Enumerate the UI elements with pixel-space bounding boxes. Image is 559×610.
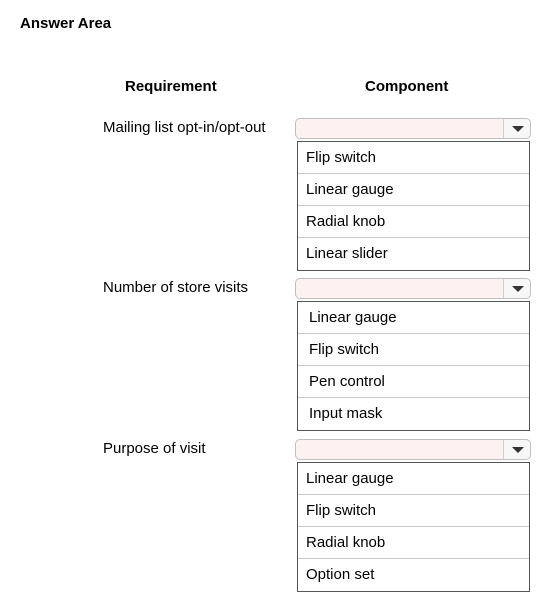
answer-area-title: Answer Area (20, 15, 112, 32)
option-pen-control[interactable]: Pen control (298, 366, 529, 398)
component-dropdown-store-visits[interactable] (295, 278, 531, 299)
requirement-label-store-visits: Number of store visits (103, 279, 249, 296)
option-linear-slider[interactable]: Linear slider (306, 245, 388, 262)
option-list-purpose-of-visit (297, 462, 530, 592)
component-dropdown-mailing-list[interactable] (295, 118, 531, 139)
chevron-down-icon[interactable] (503, 119, 530, 138)
option-list-store-visits (297, 301, 530, 431)
option-flip-switch[interactable]: Flip switch (298, 334, 529, 366)
option-flip-switch[interactable]: Flip switch (298, 142, 529, 174)
requirement-label-mailing-list: Mailing list opt-in/opt-out (103, 119, 266, 136)
component-header: Component (365, 78, 449, 95)
requirement-header: Requirement (125, 78, 217, 95)
chevron-down-icon[interactable] (503, 440, 530, 459)
component-dropdown-purpose-of-visit[interactable] (295, 439, 531, 460)
requirement-label-purpose-of-visit: Purpose of visit (103, 440, 206, 457)
chevron-down-icon[interactable] (503, 279, 530, 298)
option-option-set[interactable]: Option set (306, 566, 375, 583)
option-list-mailing-list (297, 141, 530, 271)
option-radial-knob[interactable]: Radial knob (298, 527, 529, 559)
option-flip-switch[interactable]: Flip switch (298, 495, 529, 527)
option-linear-gauge[interactable]: Linear gauge (298, 174, 529, 206)
option-linear-gauge[interactable]: Linear gauge (298, 302, 529, 334)
option-input-mask[interactable]: Input mask (309, 405, 383, 422)
option-radial-knob[interactable]: Radial knob (298, 206, 529, 238)
option-linear-gauge[interactable]: Linear gauge (298, 463, 529, 495)
